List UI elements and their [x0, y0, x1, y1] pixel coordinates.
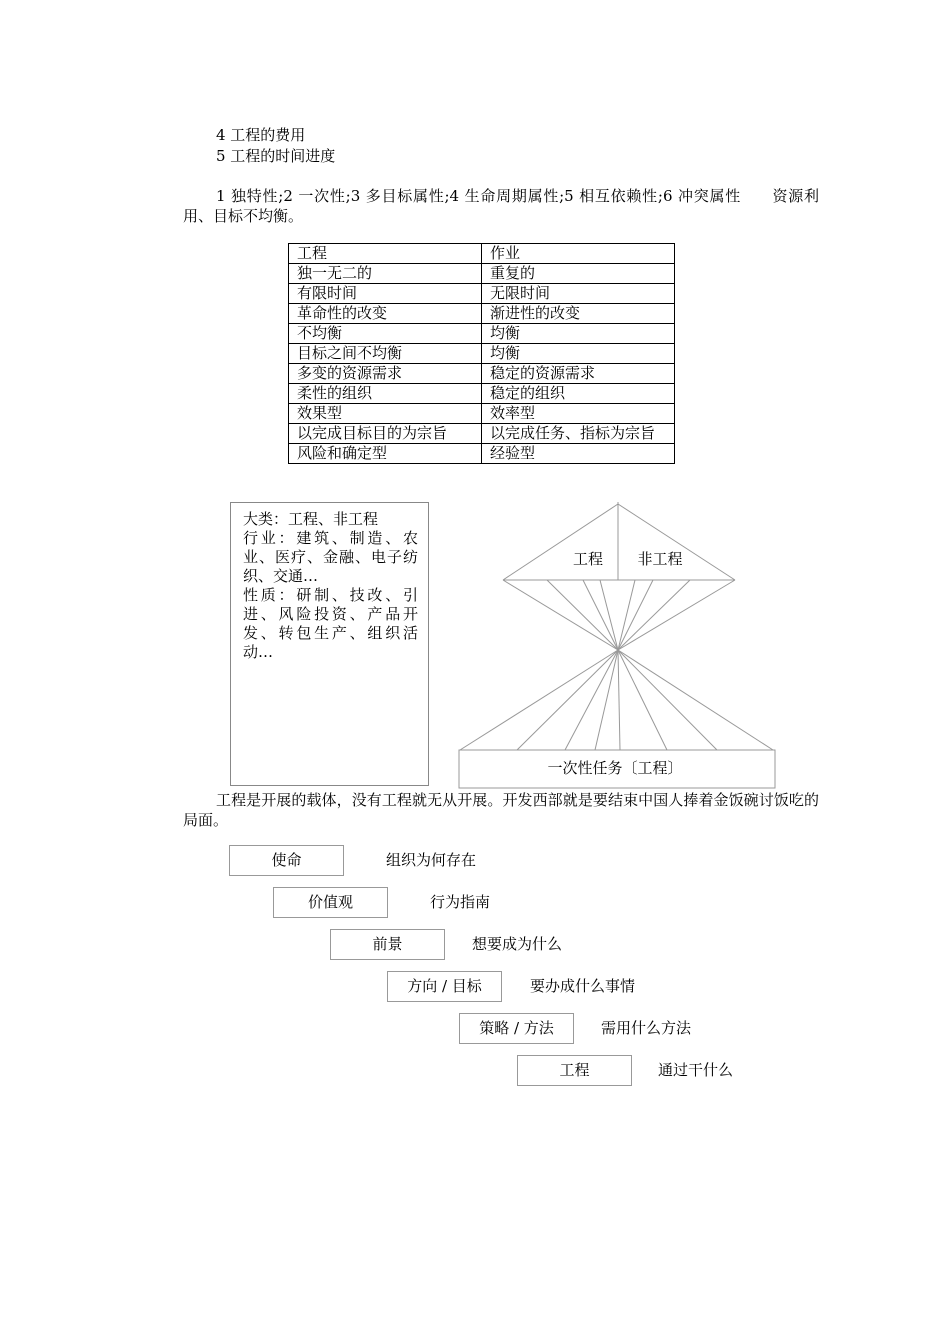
- step-box-project: 工程: [517, 1055, 632, 1086]
- diagram-ray: [618, 580, 635, 650]
- project-vs-operation-table: [288, 243, 675, 464]
- table-row: [289, 424, 675, 444]
- table-cell-project: 工程: [289, 244, 482, 264]
- diagram-ray: [618, 650, 667, 750]
- table-row: [289, 304, 675, 324]
- step-box-values: 价值观: [273, 887, 388, 918]
- hourglass-diagram: [455, 500, 780, 792]
- table-cell-operation: 稳定的组织: [482, 384, 675, 404]
- table-cell-project: 有限时间: [289, 284, 482, 304]
- table-cell-project: 革命性的改变: [289, 304, 482, 324]
- table-cell-project: 风险和确定型: [289, 444, 482, 464]
- step-box-vision: 前景: [330, 929, 445, 960]
- table-cell-project: 多变的资源需求: [289, 364, 482, 384]
- category-line-major: 大类：工程、非工程: [243, 510, 379, 528]
- category-line-nature: 性质：研制、技改、引进、风险投资、产品开发、转包生产、组织活动…: [243, 586, 418, 661]
- table-cell-project: 独一无二的: [289, 264, 482, 284]
- table-row: [289, 324, 675, 344]
- table-cell-project: 不均衡: [289, 324, 482, 344]
- step-box-strategy: 策略 / 方法: [459, 1013, 574, 1044]
- table-row: [289, 344, 675, 364]
- table-row: [289, 364, 675, 384]
- table-row: [289, 284, 675, 304]
- step-desc-direction: 要办成什么事情: [530, 977, 636, 995]
- diagram-label-nonproject: 非工程: [637, 550, 683, 568]
- table-cell-project: 柔性的组织: [289, 384, 482, 404]
- table-cell-operation: 渐进性的改变: [482, 304, 675, 324]
- diagram-ray: [618, 580, 690, 650]
- diagram-ray: [595, 650, 618, 750]
- step-desc-mission: 组织为何存在: [386, 851, 477, 869]
- diagram-ray: [517, 650, 618, 750]
- table-cell-operation: 以完成任务、指标为宗旨: [482, 424, 675, 444]
- table-cell-project: 以完成目标目的为宗旨: [289, 424, 482, 444]
- table-cell-operation: 重复的: [482, 264, 675, 284]
- table-row: [289, 444, 675, 464]
- step-desc-values: 行为指南: [430, 893, 491, 911]
- diagram-ray: [547, 580, 618, 650]
- diagram-ray: [600, 580, 618, 650]
- diagram-label-onetime-task: 一次性任务〔工程〕: [547, 759, 683, 777]
- diagram-label-project: 工程: [572, 550, 604, 568]
- table-cell-operation: 无限时间: [482, 284, 675, 304]
- table-cell-project: 效果型: [289, 404, 482, 424]
- step-desc-project: 通过干什么: [658, 1061, 734, 1079]
- table-cell-operation: 均衡: [482, 324, 675, 344]
- diagram-ray: [565, 650, 618, 750]
- table-cell-operation: 稳定的资源需求: [482, 364, 675, 384]
- category-line-industry: 行业：建筑、制造、农业、医疗、金融、电子纺织、交通…: [243, 529, 418, 585]
- carrier-paragraph: 工程是开展的载体，没有工程就无从开展。开发西部就是要结束中国人捧着金饭碗讨饭吃的局面。: [183, 791, 819, 829]
- table-cell-operation: 效率型: [482, 404, 675, 424]
- category-box: [230, 502, 429, 786]
- table-cell-operation: 作业: [482, 244, 675, 264]
- diagram-top-right-edge: [618, 504, 735, 580]
- table-cell-operation: 均衡: [482, 344, 675, 364]
- diagram-ray: [618, 650, 717, 750]
- step-desc-strategy: 需用什么方法: [601, 1019, 692, 1037]
- diagram-top-left-edge: [503, 504, 618, 580]
- diagram-ray: [618, 650, 620, 750]
- diagram-ray: [618, 650, 773, 750]
- table-row: [289, 244, 675, 264]
- heading-cost: 4 工程的费用: [216, 126, 306, 144]
- step-box-mission: 使命: [229, 845, 344, 876]
- step-box-direction: 方向 / 目标: [387, 971, 502, 1002]
- table-row: [289, 264, 675, 284]
- table-cell-project: 目标之间不均衡: [289, 344, 482, 364]
- heading-schedule: 5 工程的时间进度: [216, 147, 336, 165]
- table-row: [289, 404, 675, 424]
- step-desc-vision: 想要成为什么: [472, 935, 563, 953]
- table-cell-operation: 经验型: [482, 444, 675, 464]
- table-row: [289, 384, 675, 404]
- diagram-ray: [460, 650, 618, 750]
- attributes-paragraph: 1 独特性;2 一次性;3 多目标属性;4 生命周期属性;5 相互依赖性;6 冲突属性 资源利用、目标不均衡。: [183, 187, 819, 225]
